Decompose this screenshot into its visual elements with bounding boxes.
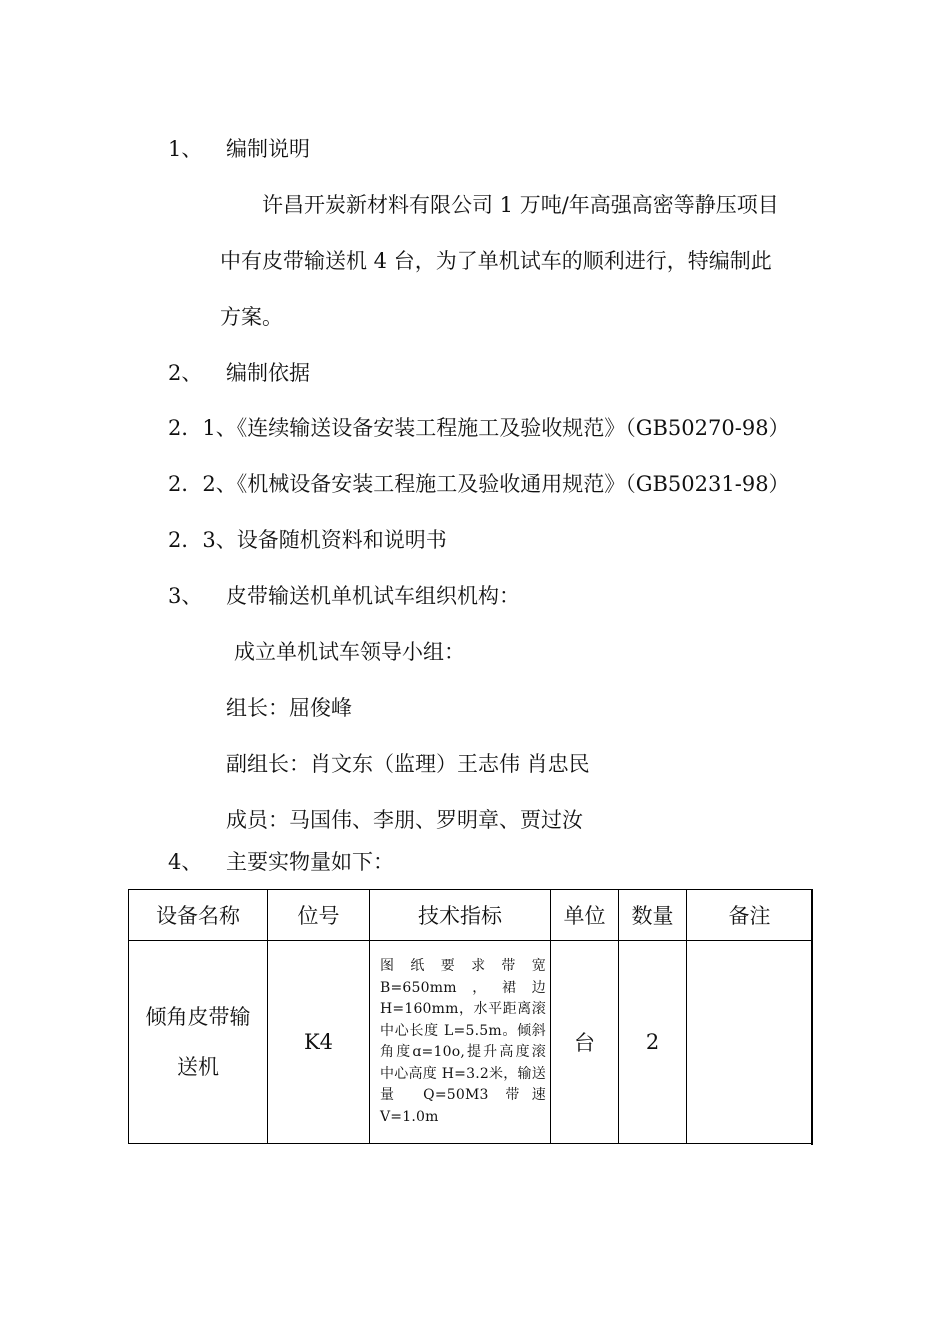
org-intro: 成立单机试车领导小组： (234, 640, 465, 664)
header-remark: 备注 (687, 890, 813, 941)
section-4-title: 主要实物量如下： (226, 850, 394, 874)
header-equipment-name: 设备名称 (129, 890, 268, 941)
equipment-name-line-2: 送机 (177, 1055, 219, 1079)
cell-equipment-name (129, 941, 268, 1144)
intro-line-3: 方案。 (220, 305, 283, 329)
section-1-title: 编制说明 (226, 137, 310, 161)
table-header-row (129, 890, 813, 941)
header-spec: 技术指标 (370, 890, 551, 941)
cell-unit: 台 (551, 941, 619, 1144)
section-3-number: 3、 (168, 584, 203, 608)
basis-item-1: 2．1、《连续输送设备安装工程施工及验收规范》（GB50270-98） (168, 416, 790, 440)
equipment-name-line-1: 倾角皮带输 (145, 1005, 251, 1029)
table-row (129, 941, 813, 1144)
cell-remark (687, 941, 813, 1144)
header-tag: 位号 (268, 890, 370, 941)
section-2-title: 编制依据 (226, 361, 310, 385)
intro-line-1: 许昌开炭新材料有限公司 1 万吨/年高强高密等静压项目 (262, 193, 779, 217)
section-2-number: 2、 (168, 361, 203, 385)
header-unit: 单位 (551, 890, 619, 941)
header-quantity: 数量 (619, 890, 687, 941)
org-members: 成员：马国伟、李朋、罗明章、贾过汝 (226, 808, 583, 832)
equipment-table (128, 889, 813, 1144)
cell-spec (370, 941, 551, 1144)
cell-tag: K4 (268, 941, 370, 1144)
org-leader: 组长：屈俊峰 (226, 696, 352, 720)
spec-text: 图纸要求带宽B=650mm，裙边H=160mm，水平距离滚中心长度 L=5.5m。倾斜角度ɑ=10o,提升高度滚中心高度 H=3.2米，输送量 Q=50M3 带速 V=1.0m (380, 958, 546, 1125)
basis-item-3: 2．3、设备随机资料和说明书 (168, 528, 447, 552)
section-3-title: 皮带输送机单机试车组织机构： (226, 584, 520, 608)
table-right-border (811, 889, 813, 1145)
section-1-number: 1、 (168, 137, 203, 161)
intro-line-2: 中有皮带输送机 4 台，为了单机试车的顺利进行，特编制此 (220, 249, 772, 273)
org-deputy: 副组长：肖文东（监理）王志伟 肖忠民 (226, 752, 590, 776)
section-4-number: 4、 (168, 850, 203, 874)
basis-item-2: 2．2、《机械设备安装工程施工及验收通用规范》（GB50231-98） (168, 472, 790, 496)
cell-quantity: 2 (619, 941, 687, 1144)
